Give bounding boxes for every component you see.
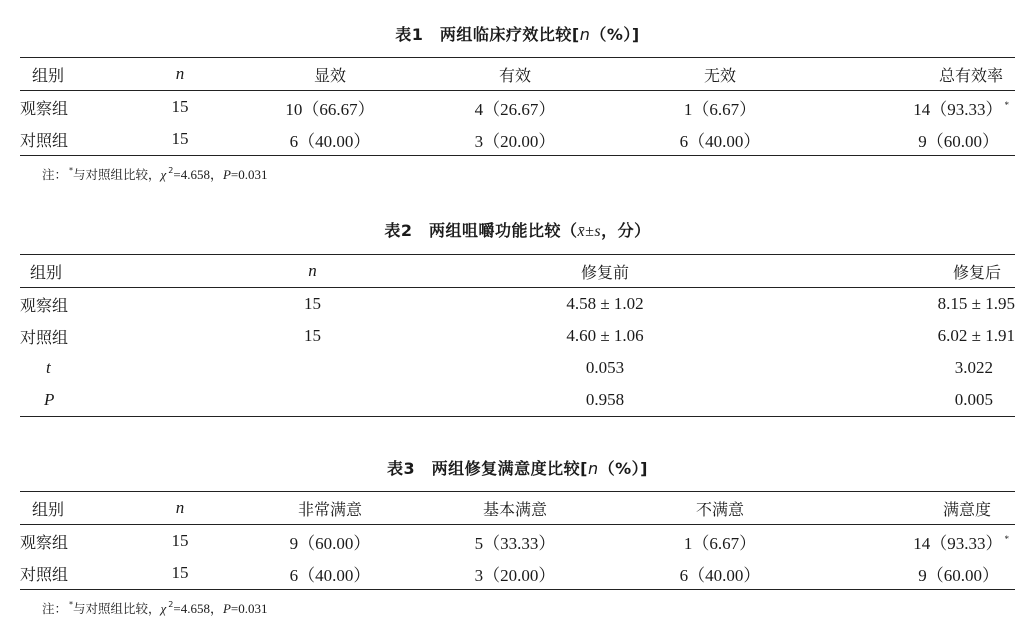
table2-header-row <box>20 255 1015 288</box>
table3-cell-very-satisfied: 6（40.00） <box>245 557 415 590</box>
table3-cell-group: 观察组 <box>20 532 69 552</box>
table3-cell-very-satisfied: 9（60.00） <box>289 533 371 553</box>
table3 <box>20 491 1015 590</box>
note-text: 与对照组比较， <box>73 167 161 182</box>
table1-cell-ineffective: 6（40.00） <box>615 123 825 156</box>
table2-cell-before: 0.053 <box>585 358 625 377</box>
table1-header-total: 总有效率 <box>825 58 1015 91</box>
table1-cell-marked: 10（66.67） <box>285 99 375 119</box>
table2-cell-n: 15 <box>304 294 321 313</box>
table3-cell-satisfied: 3（20.00） <box>415 557 615 590</box>
note-pvalue: =0.031 <box>230 167 268 182</box>
note-stat: =4.658， <box>173 167 223 182</box>
table3-caption-suffix: （%）] <box>598 459 648 478</box>
table3-caption-prefix: 表3 两组修复满意度比较[ <box>387 459 588 478</box>
table3-cell-satisfaction <box>825 525 1015 558</box>
table1-cell-total-value: 14（93.33） <box>913 99 1003 119</box>
table1-cell-effective: 4（26.67） <box>474 99 556 119</box>
table-row <box>20 288 1015 321</box>
table-row <box>20 91 1015 124</box>
table3-header-unsatisfied: 不满意 <box>615 492 825 525</box>
table2-cell-after: 3.022 <box>954 358 993 377</box>
significance-mark: * <box>1004 533 1009 544</box>
table2-header-n: n <box>170 255 455 288</box>
table-row <box>20 525 1015 558</box>
table3-cell-group: 对照组 <box>20 557 115 590</box>
note-pvalue: =0.031 <box>230 601 268 616</box>
table1-header-effective: 有效 <box>415 58 615 91</box>
table1-cell-total: 9（60.00） <box>825 123 1015 156</box>
table1-caption-n: n <box>579 25 591 44</box>
note-p: P <box>222 601 231 616</box>
table3-cell-n: 15 <box>171 531 189 550</box>
table2-cell-after: 6.02 ± 1.91 <box>937 326 1015 345</box>
table2-caption-mean: x̄±s <box>577 223 602 240</box>
table3-cell-unsatisfied: 1（6.67） <box>683 533 757 553</box>
table1-cell-group: 观察组 <box>20 98 69 118</box>
table1-cell-effective: 3（20.00） <box>415 123 615 156</box>
table3-header-row <box>20 492 1015 525</box>
table2 <box>20 254 1015 417</box>
table3-header-n: n <box>115 492 245 525</box>
table3-caption-n: n <box>587 459 599 478</box>
table3-note <box>42 598 268 617</box>
table1-cell-n: 15 <box>171 97 189 116</box>
note-text: 与对照组比较， <box>73 601 161 616</box>
table2-cell-after: 8.15 ± 1.95 <box>937 294 1015 313</box>
table3-cell-unsatisfied: 6（40.00） <box>615 557 825 590</box>
table1-header-n: n <box>115 58 245 91</box>
table1-cell-n: 15 <box>115 123 245 156</box>
table3-cell-satisfaction-value: 14（93.33） <box>913 533 1003 553</box>
table3-cell-n: 15 <box>115 557 245 590</box>
note-stat: =4.658， <box>173 601 223 616</box>
table1-header-marked: 显效 <box>245 58 415 91</box>
table2-cell-stat-t: t <box>46 358 51 377</box>
table1-cell-marked: 6（40.00） <box>245 123 415 156</box>
table2-caption-prefix: 表2 两组咀嚼功能比较（ <box>384 221 578 240</box>
table-row <box>20 320 1015 352</box>
table2-header-group: 组别 <box>20 255 170 288</box>
table1-header-ineffective: 无效 <box>615 58 825 91</box>
table1-header-row <box>20 58 1015 91</box>
table-row <box>20 123 1015 156</box>
table3-header-very-satisfied: 非常满意 <box>245 492 415 525</box>
table2-cell-group: 观察组 <box>20 295 69 315</box>
table1 <box>20 57 1015 156</box>
table3-cell-satisfaction: 9（60.00） <box>825 557 1015 590</box>
table2-caption <box>0 218 1035 241</box>
table2-cell-stat-p: P <box>20 384 170 417</box>
table2-cell-n <box>170 352 455 384</box>
table2-cell-n <box>170 384 455 417</box>
table2-header-after: 修复后 <box>755 255 1015 288</box>
table1-caption-suffix: （%）] <box>590 25 640 44</box>
table1-caption-prefix: 表1 两组临床疗效比较[ <box>395 25 580 44</box>
note-mark: * <box>69 600 74 609</box>
table3-cell-satisfied: 5（33.33） <box>474 533 556 553</box>
table1-caption <box>0 22 1035 45</box>
table1-cell-ineffective: 1（6.67） <box>683 99 757 119</box>
note-mark: * <box>69 166 74 175</box>
note-square: 2 <box>168 166 174 175</box>
table3-header-satisfaction: 满意度 <box>825 492 1015 525</box>
table3-caption <box>0 456 1035 479</box>
note-square: 2 <box>168 600 174 609</box>
table-row <box>20 557 1015 590</box>
table3-header-group: 组别 <box>20 492 115 525</box>
table2-cell-group: 对照组 <box>20 327 69 347</box>
note-chi: χ <box>160 601 167 616</box>
table-row <box>20 384 1015 417</box>
table2-cell-after: 0.005 <box>755 384 1015 417</box>
table2-cell-before: 0.958 <box>455 384 755 417</box>
table2-caption-suffix: ，分） <box>601 221 651 240</box>
table-row <box>20 352 1015 384</box>
table2-cell-n: 15 <box>304 326 321 345</box>
table2-cell-before: 4.60 ± 1.06 <box>566 326 644 345</box>
table1-header-group: 组别 <box>20 58 115 91</box>
note-chi: χ <box>160 167 167 182</box>
table1-note <box>42 164 268 183</box>
note-p: P <box>222 167 231 182</box>
note-prefix: 注： <box>42 601 68 616</box>
significance-mark: * <box>1004 99 1009 110</box>
note-prefix: 注： <box>42 167 68 182</box>
table2-cell-before: 4.58 ± 1.02 <box>566 294 644 313</box>
table3-header-satisfied: 基本满意 <box>415 492 615 525</box>
table1-cell-group: 对照组 <box>20 123 115 156</box>
table2-header-before: 修复前 <box>455 255 755 288</box>
table1-cell-total <box>825 91 1015 124</box>
